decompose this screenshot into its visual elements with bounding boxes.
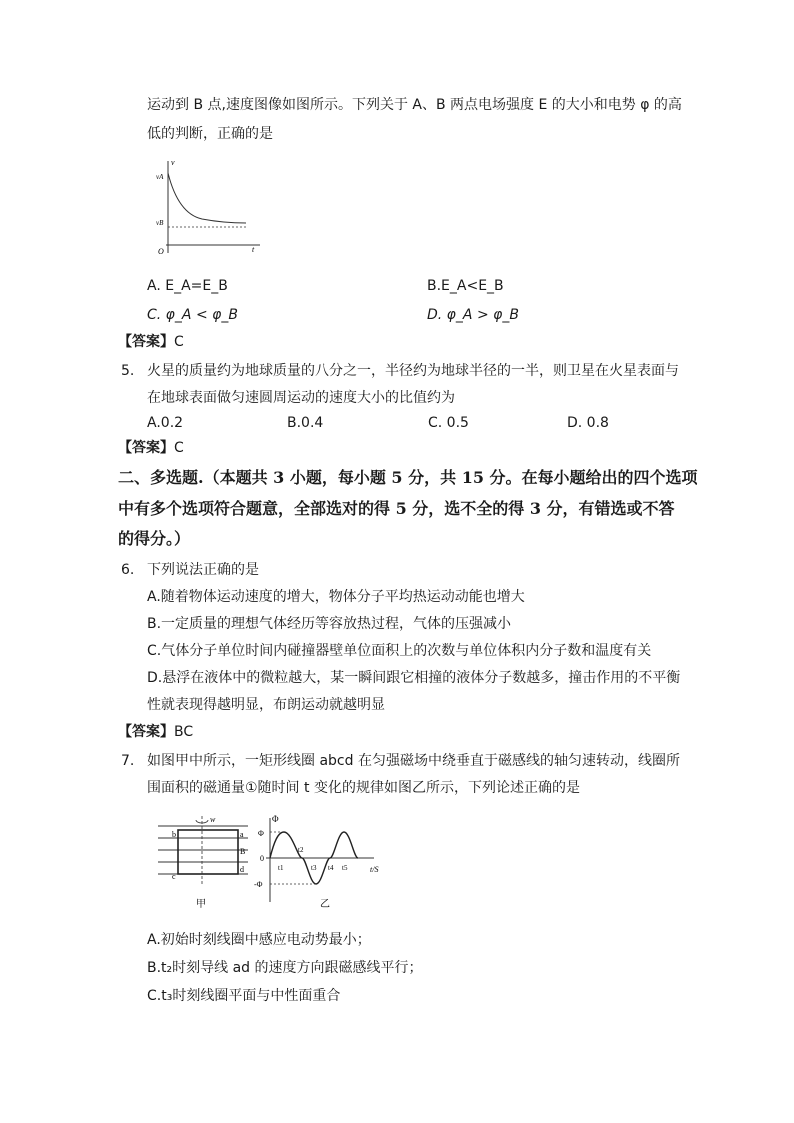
flux-tick-t3: t3 <box>311 864 317 872</box>
q4-graph-v-label: v <box>171 158 175 167</box>
q7-option-c: C.t₃时刻线圈平面与中性面重合 <box>147 988 341 1004</box>
flux-label-zero: 0 <box>260 854 264 863</box>
flux-label-negphi: -Φ <box>254 880 263 889</box>
coil-letter-d: d <box>240 865 244 874</box>
q7-number: 7. <box>121 753 135 769</box>
q4-option-c: C. φ_A < φ_B <box>147 307 238 323</box>
flux-tick-t1: t1 <box>278 864 284 872</box>
q5-option-a: A.0.2 <box>147 415 184 431</box>
answer-value: C <box>174 440 184 456</box>
q6-option-b: B.一定质量的理想气体经历等容放热过程，气体的压强减小 <box>147 616 512 632</box>
q7-option-b: B.t₂时刻导线 ad 的速度方向跟磁感线平行； <box>147 960 423 976</box>
q5-stem-line1: 火星的质量约为地球质量的八分之一，半径约为地球半径的一半，则卫星在火星表面与 <box>147 363 679 379</box>
flux-label-phi: Φ <box>258 829 264 838</box>
q7-stem-line1: 如图甲中所示，一矩形线圈 abcd 在匀强磁场中绕垂直于磁感线的轴匀速转动，线圈所 <box>147 753 680 769</box>
q6-option-c: C.气体分子单位时间内碰撞器壁单位面积上的次数与单位体积内分子数和温度有关 <box>147 643 652 659</box>
flux-tick-t5: t5 <box>342 864 348 872</box>
q7-stem-line2: 围面积的磁通量①随时间 t 变化的规律如图乙所示，下列论述正确的是 <box>147 780 580 796</box>
q4-graph-t-label: t <box>252 245 255 254</box>
q7-figure-coil <box>150 812 260 912</box>
q4-answer <box>118 332 184 352</box>
coil-letter-b: b <box>172 830 176 839</box>
coil-letter-B: B <box>240 847 246 856</box>
q4-graph-vA-label: vA <box>156 173 164 181</box>
q5-answer <box>118 438 184 458</box>
q4-graph-vB-label: vB <box>156 219 164 227</box>
q5-option-d: D. 0.8 <box>567 415 609 431</box>
q6-number: 6. <box>121 562 135 578</box>
section-heading-line1: 二、多选题.（本题共 3 小题，每小题 5 分，共 15 分。在每小题给出的四个选项 <box>118 468 698 487</box>
q4-velocity-graph <box>148 155 268 260</box>
q6-answer <box>118 722 193 742</box>
answer-value: C <box>174 334 184 350</box>
flux-axis-phi: Φ <box>272 814 279 824</box>
coil-letter-w: w <box>210 815 216 824</box>
coil-letter-a: a <box>240 830 244 839</box>
section-heading-line2: 中有多个选项符合题意，全部选对的得 5 分，选不全的得 3 分，有错选或不答 <box>118 499 675 518</box>
answer-value: BC <box>174 724 194 740</box>
q4-option-d: D. φ_A > φ_B <box>427 307 519 323</box>
q6-stem: 下列说法正确的是 <box>147 562 259 578</box>
q4-option-b: B.E_A<E_B <box>427 278 504 294</box>
q6-option-d-line1: D.悬浮在液体中的微粒越大，某一瞬间跟它相撞的液体分子数越多，撞击作用的不平衡 <box>147 670 681 686</box>
coil-letter-c: c <box>172 872 176 881</box>
q4-stem-line2: 低的判断，正确的是 <box>147 126 273 142</box>
q5-number: 5. <box>121 363 135 379</box>
section-heading-line3: 的得分。） <box>118 529 191 548</box>
q5-option-b: B.0.4 <box>287 415 324 431</box>
q5-option-c: C. 0.5 <box>428 415 469 431</box>
answer-label: 【答案】 <box>118 724 174 740</box>
q7-figure-flux-graph <box>250 812 390 912</box>
q5-stem-line2: 在地球表面做匀速圆周运动的速度大小的比值约为 <box>147 390 455 406</box>
q6-option-a: A.随着物体运动速度的增大，物体分子平均热运动动能也增大 <box>147 589 525 605</box>
q4-stem-line1: 运动到 B 点,速度图像如图所示。下列关于 A、B 两点电场强度 E 的大小和电势 φ 的高 <box>147 97 682 113</box>
coil-caption: 甲 <box>196 899 206 910</box>
flux-tick-t2: t2 <box>298 846 304 854</box>
q7-option-a: A.初始时刻线圈中感应电动势最小； <box>147 932 371 948</box>
flux-x-axis-label: t/S <box>370 865 379 874</box>
flux-tick-t4: t4 <box>328 864 334 872</box>
q4-option-a: A. E_A=E_B <box>147 278 228 294</box>
answer-label: 【答案】 <box>118 440 174 456</box>
q6-option-d-line2: 性就表现得越明显，布朗运动就越明显 <box>147 697 385 713</box>
q4-graph-origin-label: O <box>158 247 164 256</box>
answer-label: 【答案】 <box>118 334 174 350</box>
flux-caption: 乙 <box>320 899 330 910</box>
